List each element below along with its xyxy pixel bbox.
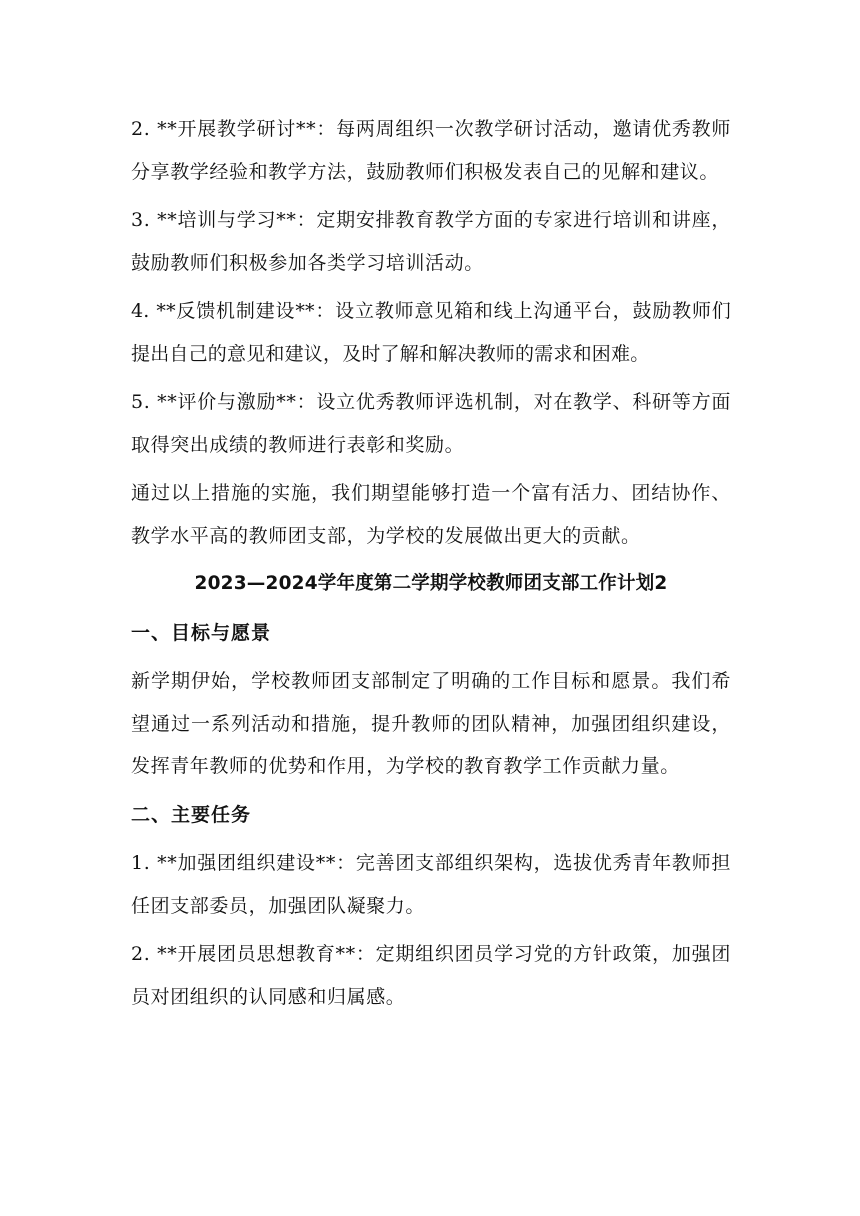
document-body (131, 108, 731, 1018)
paragraph-task-2: 2. **开展团员思想教育**：定期组织团员学习党的方针政策，加强团员对团组织的认同感和归属感。 (131, 943, 731, 1008)
section-heading-tasks: 二、主要任务 (131, 803, 252, 826)
paragraph-task-1: 1. **加强团组织建设**：完善团支部组织架构，选拔优秀青年教师担任团支部委员，加强团队凝聚力。 (131, 852, 731, 917)
paragraph-training: 3. **培训与学习**：定期安排教育教学方面的专家进行培训和讲座，鼓励教师们积极参加各类学习培训活动。 (131, 209, 731, 274)
paragraph-teaching-seminar: 2. **开展教学研讨**：每两周组织一次教学研讨活动，邀请优秀教师分享教学经验和教学方法，鼓励教师们积极发表自己的见解和建议。 (131, 118, 731, 183)
plan-title: 2023—2024学年度第二学期学校教师团支部工作计划2 (194, 573, 668, 594)
paragraph-goals: 新学期伊始，学校教师团支部制定了明确的工作目标和愿景。我们希望通过一系列活动和措施，提升教师的团队精神，加强团组织建设，发挥青年教师的优势和作用，为学校的教育教学工作贡献力量。 (131, 670, 731, 777)
paragraph-feedback: 4. **反馈机制建设**：设立教师意见箱和线上沟通平台，鼓励教师们提出自己的意见和建议，及时了解和解决教师的需求和困难。 (131, 300, 731, 365)
paragraph-conclusion: 通过以上措施的实施，我们期望能够打造一个富有活力、团结协作、教学水平高的教师团支部，为学校的发展做出更大的贡献。 (131, 482, 731, 547)
section-heading-goals: 一、目标与愿景 (131, 621, 272, 644)
paragraph-evaluation: 5. **评价与激励**：设立优秀教师评选机制，对在教学、科研等方面取得突出成绩的教师进行表彰和奖励。 (131, 391, 731, 456)
